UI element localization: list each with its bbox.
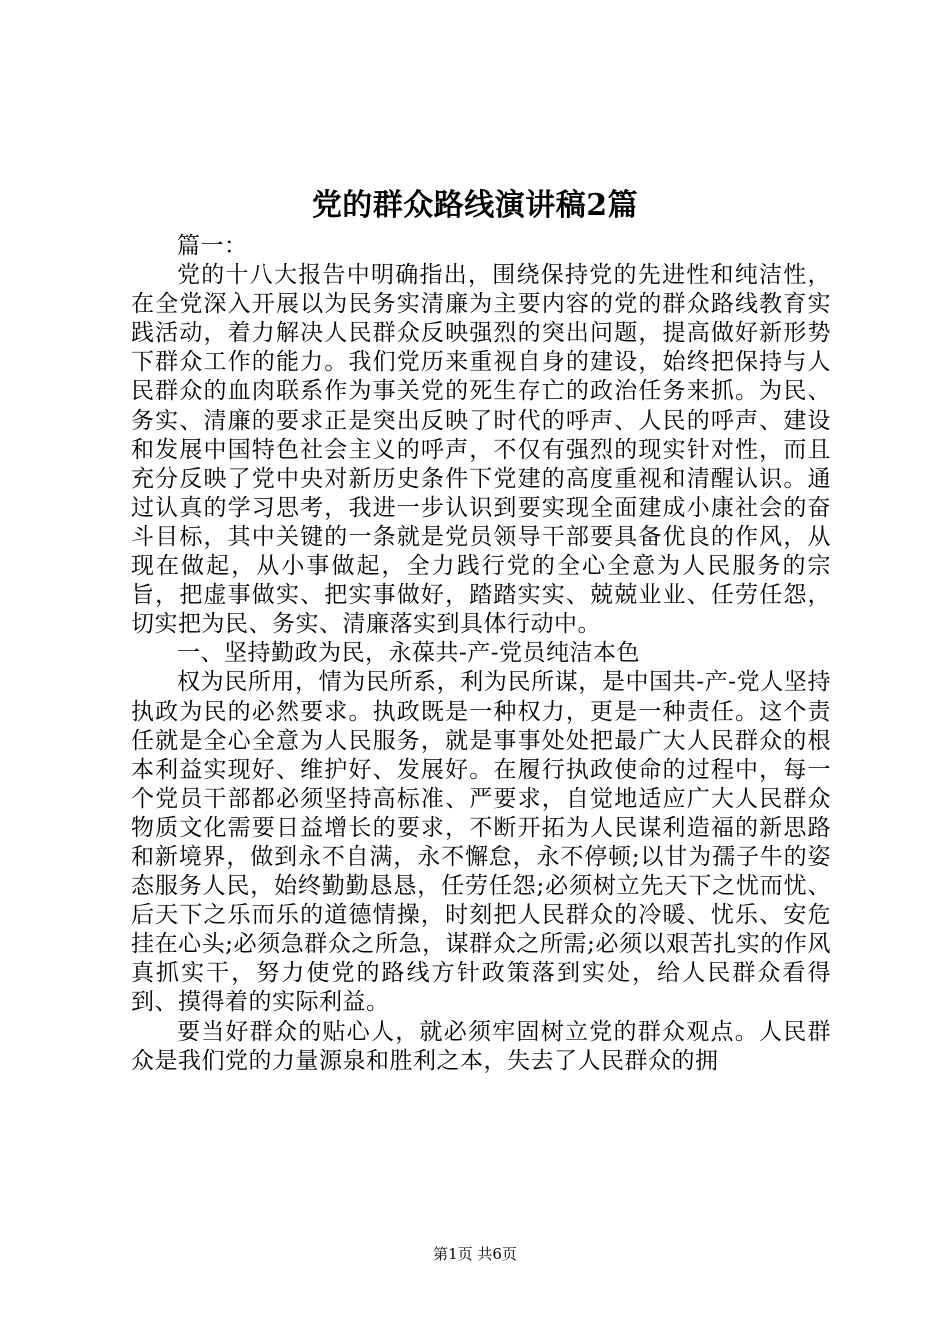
section-heading: 一、坚持勤政为民，永葆共-产-党员纯洁本色 [177, 640, 641, 667]
page-number-footer: 第1页 共6页 [433, 1245, 517, 1263]
body-paragraph: 权为民所用，情为民所系，利为民所谋，是中国共-产-党人坚持执政为民的必然要求。执政既是一种权力，更是一种责任。这个责任就是全心全意为人民服务，就是事事处处把最广大人民群众的根本利益实现好、维护好、发展好。在履行执政使命的过程中，每一个党员干部都必须坚持高标准、严要求，自觉地适应广大人民群众物质文化需要日益增长的要求，不断开拓为人民谋利造福的新思路和新境界，做到永不自满，永不懈怠，永不停顿;以甘为孺子牛的姿态服务人民，始终勤勤恳恳，任劳任怨;必须树立先天下之忧而忧、后天下之乐而乐的道德情操，时刻把人民群众的冷暖、忧乐、安危挂在心头;必须急群众之所急，谋群众之所需;必须以艰苦扎实的作风真抓实干，努力使党的路线方针政策落到实处，给人民群众看得到、摸得着的实际利益。 [131, 669, 831, 1016]
body-paragraph: 要当好群众的贴心人，就必须牢固树立党的群众观点。人民群众是我们党的力量源泉和胜利之本，失去了人民群众的拥 [131, 1018, 831, 1074]
document-body [131, 232, 831, 1076]
section-heading-part-one: 篇一： [177, 233, 248, 259]
body-paragraph: 党的十八大报告中明确指出，围绕保持党的先进性和纯洁性，在全党深入开展以为民务实清廉为主要内容的党的群众路线教育实践活动，着力解决人民群众反映强烈的突出问题，提高做好新形势下群众工作的能力。我们党历来重视自身的建设，始终把保持与人民群众的血肉联系作为事关党的死生存亡的政治任务来抓。为民、务实、清廉的要求正是突出反映了时代的呼声、人民的呼声、建设和发展中国特色社会主义的呼声，不仅有强烈的现实针对性，而且充分反映了党中央对新历史条件下党建的高度重视和清醒认识。通过认真的学习思考，我进一步认识到要实现全面建成小康社会的奋斗目标，其中关键的一条就是党员领导干部要具备优良的作风，从现在做起，从小事做起，全力践行党的全心全意为人民服务的宗旨，把虚事做实、把实事做好，踏踏实实、兢兢业业、任劳任怨，切实把为民、务实、清廉落实到具体行动中。 [131, 262, 831, 638]
document-title: 党的群众路线演讲稿2篇 [311, 188, 639, 223]
